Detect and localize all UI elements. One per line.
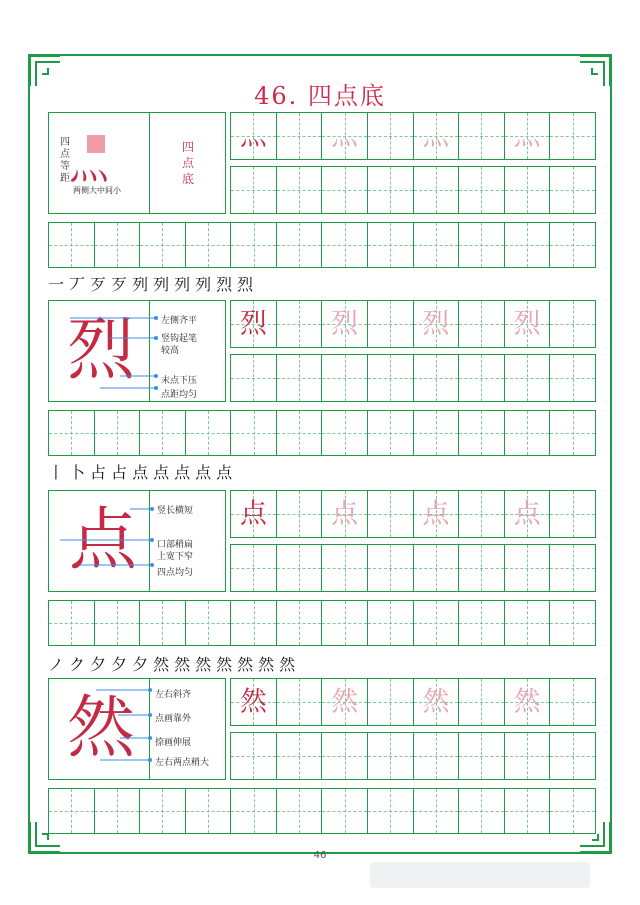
annotation-note: 左侧齐平 <box>161 316 198 326</box>
annotation-note: 四点均匀 <box>157 568 194 578</box>
stroke-step: 占 <box>90 463 108 482</box>
stroke-step: 夕 <box>111 655 129 674</box>
trace-glyph: 灬 <box>513 120 541 152</box>
stroke-step: 点 <box>195 463 213 482</box>
annotation-note: 竖钩起笔 <box>161 334 198 344</box>
stroke-step: 丆 <box>69 275 87 294</box>
stroke-step: 然 <box>174 655 192 674</box>
stroke-step: 然 <box>216 655 234 674</box>
model-char: 点 <box>69 501 138 580</box>
stroke-step: 列 <box>132 275 150 294</box>
annotation-note: 左右斜齐 <box>155 690 192 700</box>
stroke-step: 丨 <box>48 463 66 482</box>
stroke-step: 点 <box>216 463 234 482</box>
stroke-step: 烈 <box>216 275 234 294</box>
trace-glyph: 点 <box>513 498 541 530</box>
stroke-step: 卜 <box>69 463 87 482</box>
stroke-step: 然 <box>195 655 213 674</box>
stroke-step: 然 <box>237 655 255 674</box>
trace-glyph: 烈 <box>513 308 541 340</box>
trace-glyph: 灬 <box>422 120 450 152</box>
trace-glyph: 点 <box>331 498 359 530</box>
annotation-note: 口部稍扁 <box>157 540 194 550</box>
stroke-step: 点 <box>132 463 150 482</box>
trace-glyph: 然 <box>331 686 359 718</box>
stroke-step: 点 <box>153 463 171 482</box>
stroke-step: 点 <box>174 463 192 482</box>
trace-glyph: 点 <box>239 498 267 530</box>
stroke-step: 然 <box>153 655 171 674</box>
trace-glyph: 烈 <box>331 308 359 340</box>
stroke-step: 夕 <box>132 655 150 674</box>
page-title: 46. 四点底 <box>254 82 386 110</box>
trace-glyph: 烈 <box>239 308 267 340</box>
annotation-note: 上宽下窄 <box>157 552 194 562</box>
radical-glyph: 灬 <box>69 142 109 188</box>
stroke-step: 然 <box>258 655 276 674</box>
stroke-step: 然 <box>279 655 297 674</box>
stroke-step: 占 <box>111 463 129 482</box>
intro-caption: 两侧大中间小 <box>73 186 121 195</box>
annotation-note: 左右两点稍大 <box>155 758 210 768</box>
annotation-note: 点距均匀 <box>161 390 198 400</box>
trace-glyph: 点 <box>422 498 450 530</box>
annotation-note: 较高 <box>161 346 180 356</box>
model-char: 然 <box>67 689 136 768</box>
stroke-step: 歹 <box>111 275 129 294</box>
stroke-step: 列 <box>195 275 213 294</box>
trace-glyph: 烈 <box>422 308 450 340</box>
trace-glyph: 然 <box>422 686 450 718</box>
annotation-note: 捺画伸展 <box>155 738 192 748</box>
stroke-step: 一 <box>48 275 66 294</box>
stroke-step: ノ <box>48 655 66 674</box>
trace-glyph: 然 <box>513 686 541 718</box>
stroke-step: 列 <box>174 275 192 294</box>
watermark <box>370 862 590 888</box>
radical-name: 四点底 <box>181 140 194 186</box>
stroke-step: 烈 <box>237 275 255 294</box>
trace-glyph: 灬 <box>331 120 359 152</box>
model-char: 烈 <box>67 311 136 390</box>
trace-glyph: 灬 <box>239 120 267 152</box>
annotation-note: 点画靠外 <box>155 714 192 724</box>
intro-side-label: 四点等距 <box>60 137 70 184</box>
annotation-note: 末点下压 <box>161 376 198 386</box>
stroke-step: 歹 <box>90 275 108 294</box>
annotation-note: 竖长横短 <box>157 506 194 516</box>
stroke-step: ク <box>69 655 87 674</box>
stroke-step: 列 <box>153 275 171 294</box>
page-number: 46 <box>313 850 327 861</box>
stroke-step: 夕 <box>90 655 108 674</box>
trace-glyph: 然 <box>239 686 267 718</box>
